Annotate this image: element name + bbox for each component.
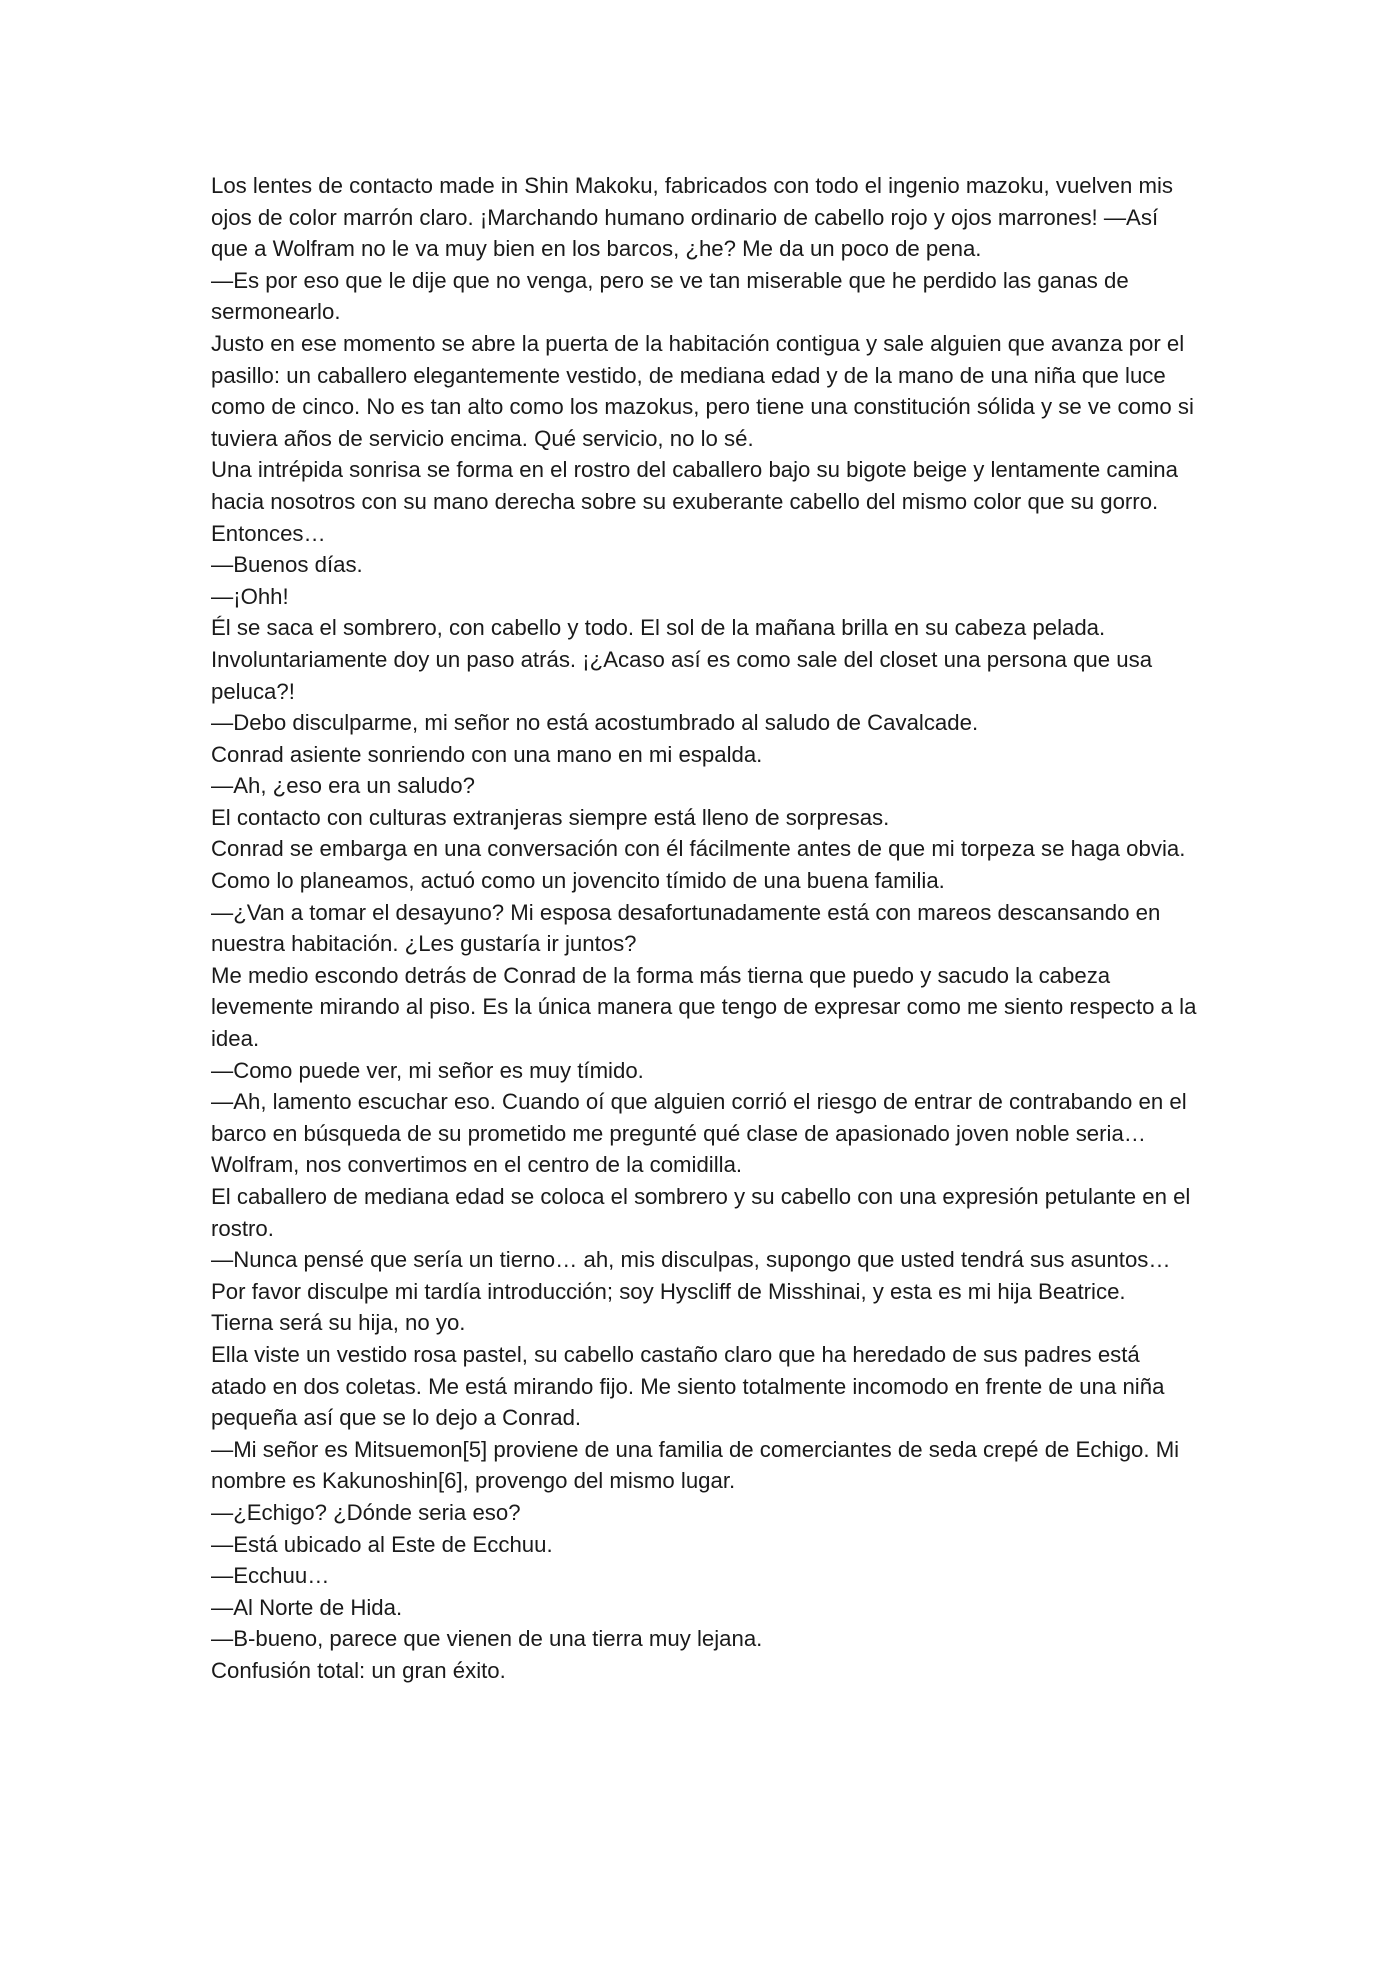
paragraph: —Nunca pensé que sería un tierno… ah, mis disculpas, supongo que usted tendrá sus asuntos… Por favor disculpe mi tardía introducción; soy Hyscliff de Misshinai, y esta es mi hija Beatrice. [211, 1247, 1171, 1304]
paragraph: —B-bueno, parece que vienen de una tierra muy lejana. [211, 1626, 763, 1652]
paragraph: —Buenos días. [211, 552, 363, 578]
paragraph: Él se saca el sombrero, con cabello y todo. El sol de la mañana brilla en su cabeza pelada. Involuntariamente doy un paso atrás. ¡¿Acaso así es como sale del closet una persona que usa peluca?! [211, 615, 1153, 704]
paragraph: —Es por eso que le dije que no venga, pero se ve tan miserable que he perdido las ganas de sermonearlo. [211, 267, 1129, 325]
paragraph: —Ecchuu… [211, 1563, 330, 1589]
paragraph: Conrad se embarga en una conversación con él fácilmente antes de que mi torpeza se haga obvia. Como lo planeamos, actuó como un jovencito tímido de una buena familia. [211, 836, 1186, 894]
paragraph: —¿Van a tomar el desayuno? Mi esposa desafortunadamente está con mareos descansando en nuestra habitación. ¿Les gustaría ir juntos? [211, 899, 1161, 957]
paragraph: Conrad asiente sonriendo con una mano en mi espalda. [211, 741, 763, 767]
paragraph: —¿Echigo? ¿Dónde seria eso? [211, 1499, 521, 1525]
paragraph: —Está ubicado al Este de Ecchuu. [211, 1531, 553, 1557]
paragraph: Confusión total: un gran éxito. [211, 1657, 506, 1683]
paragraph: —Mi señor es Mitsuemon[5] proviene de una familia de comerciantes de seda crepé de Echigo. Mi nombre es Kakunoshin[6], provengo del mismo lugar. [211, 1436, 1180, 1494]
paragraph: —Ah, ¿eso era un saludo? [211, 773, 475, 799]
paragraph: Los lentes de contacto made in Shin Makoku, fabricados con todo el ingenio mazoku, vuelven mis ojos de color marrón claro. ¡Marchando humano ordinario de cabello rojo y ojos marrones! —Así que a Wolfram no le va muy bien en los barcos, ¿he? Me da un poco de pena. [211, 173, 1174, 262]
paragraph: —Como puede ver, mi señor es muy tímido. [211, 1057, 644, 1083]
paragraph: —Al Norte de Hida. [211, 1594, 403, 1620]
paragraph: El contacto con culturas extranjeras siempre está lleno de sorpresas. [211, 804, 890, 830]
paragraph: Justo en ese momento se abre la puerta de la habitación contigua y sale alguien que avanza por el pasillo: un caballero elegantemente vestido, de mediana edad y de la mano de una niña que luce como de cinco. No es tan alto como los mazokus, pero tiene una constitución sólida y se ve como si tuviera años de servicio encima. Qué servicio, no lo sé. [211, 330, 1194, 451]
paragraph: —¡Ohh! [211, 583, 289, 609]
body-text [211, 170, 1201, 1687]
paragraph: Me medio escondo detrás de Conrad de la forma más tierna que puedo y sacudo la cabeza levemente mirando al piso. Es la única manera que tengo de expresar como me siento respecto a la idea. [211, 962, 1197, 1052]
paragraph: Tierna será su hija, no yo. [211, 1310, 466, 1336]
paragraph: El caballero de mediana edad se coloca el sombrero y su cabello con una expresión petulante en el rostro. [211, 1184, 1191, 1241]
paragraph: Ella viste un vestido rosa pastel, su cabello castaño claro que ha heredado de sus padres está atado en dos coletas. Me está mirando fijo. Me siento totalmente incomodo en frente de una niña pequeña así que se lo dejo a Conrad. [211, 1341, 1165, 1431]
paragraph: —Ah, lamento escuchar eso. Cuando oí que alguien corrió el riesgo de entrar de contrabando en el barco en búsqueda de su prometido me pregunté qué clase de apasionado joven noble seria… Wolfram, nos convertimos en el centro de la comidilla. [211, 1089, 1187, 1178]
paragraph: Una intrépida sonrisa se forma en el rostro del caballero bajo su bigote beige y lentamente camina hacia nosotros con su mano derecha sobre su exuberante cabello del mismo color que su gorro. Entonces… [211, 457, 1178, 546]
paragraph: —Debo disculparme, mi señor no está acostumbrado al saludo de Cavalcade. [211, 710, 979, 736]
